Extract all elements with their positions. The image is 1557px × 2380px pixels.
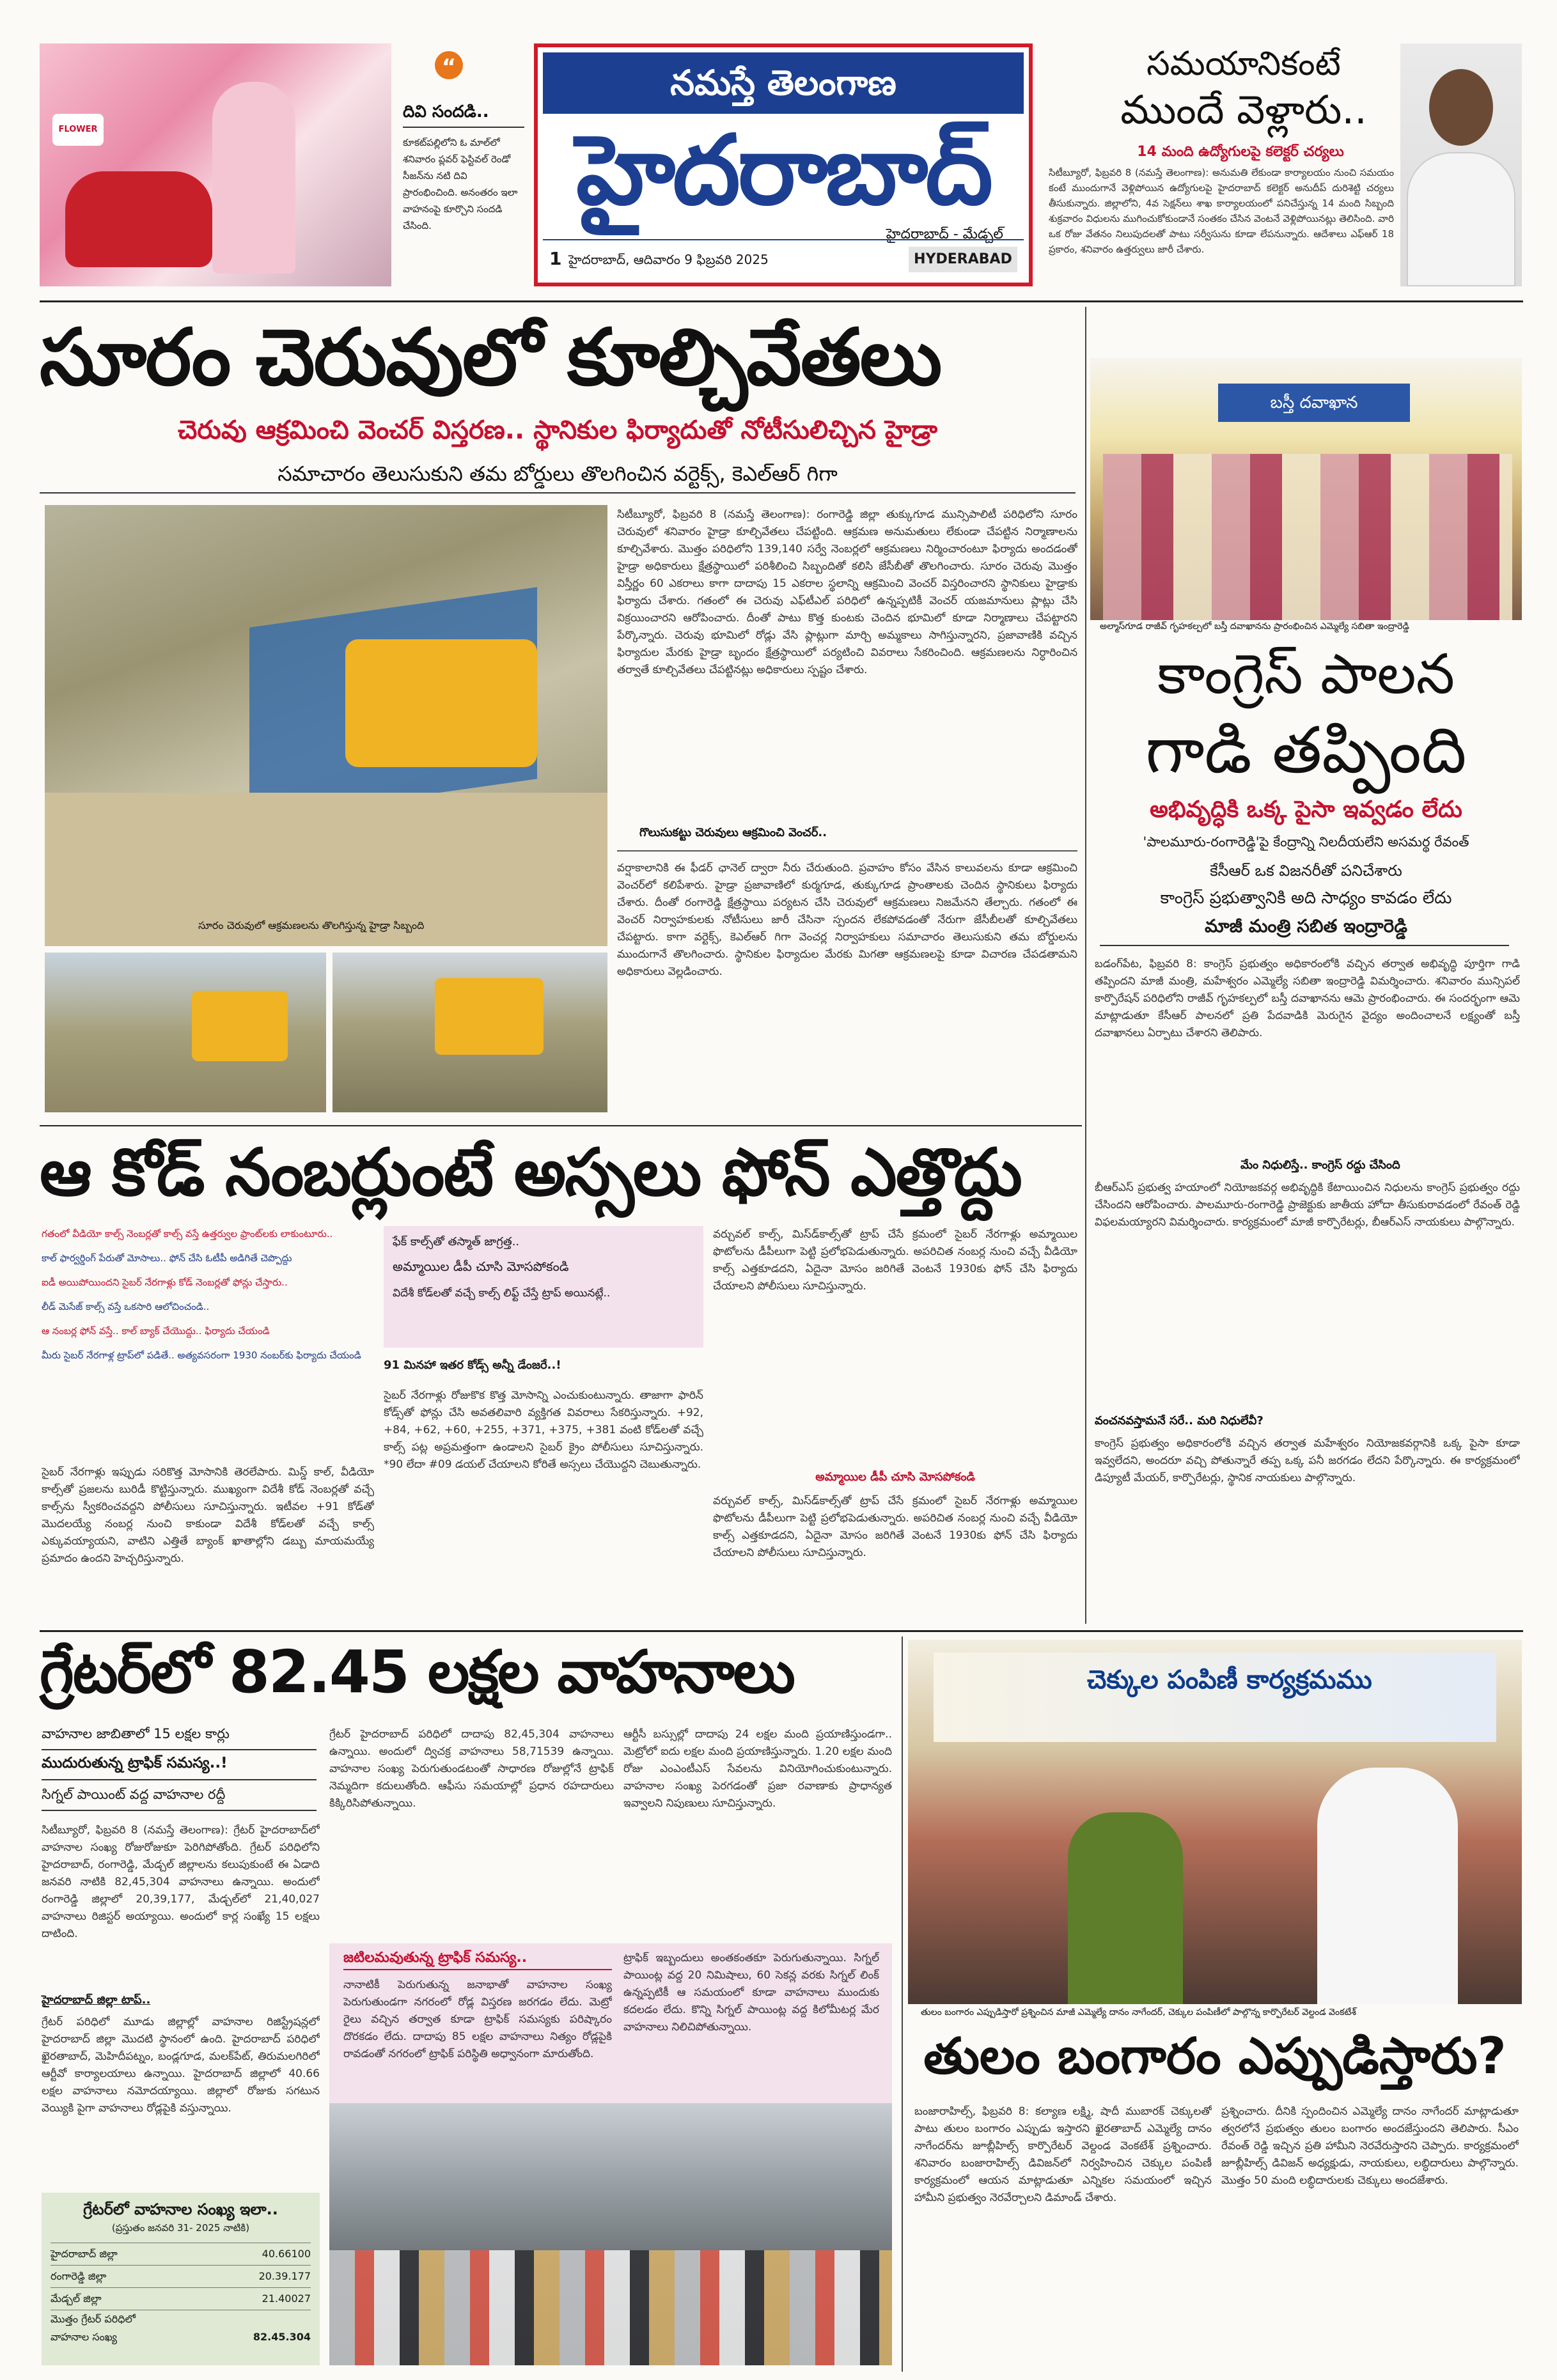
code-body-3: వర్చువల్ కాల్స్, మిస్‌డ్‌కాల్స్‌తో ట్రాప్ చేసే క్రమంలో సైబర్ నేరగాళ్లు అమ్మాయిల ఫొటోలను డీపీలుగా పెట్టి ప్రలోభపెడుతున్నారు. అపరిచిత నంబర్ల నుంచి వచ్చే వీడియో కాల్స్ ఎత్తకూడదని, ఏదైనా మోసం జరిగితే వెంటనే 1930కు ఫోన్ చేసి ఫిర్యాదు చేయాలని పోలీసులు సూచిస్తున్నారు. bbox=[713, 1495, 1077, 1559]
event-banner-text: చెక్కుల పంపిణీ కార్యక్రమము bbox=[1087, 1665, 1372, 1695]
divider-bottom bbox=[40, 1630, 1523, 1632]
lead-kicker: సమాచారం తెలుసుకుని తమ బోర్డులు తొలగించిన వర్టెక్స్, కెఎల్‌ఆర్ గిగా bbox=[278, 462, 838, 486]
lead-photo-caption: సూరం చెరువులో ఆక్రమణలను తొలగిస్తున్న హైడ్రా సిబ్బంది bbox=[198, 919, 425, 931]
date-line: హైదరాబాద్, ఆదివారం 9 ఫిబ్రవరి 2025 bbox=[568, 252, 769, 267]
flower-logo: FLOWER bbox=[52, 114, 104, 146]
fake-call-sub: అమ్మాయిల డీపీ చూసి మోసపోకండి bbox=[393, 1259, 569, 1274]
gold-photo-caption: తులం బంగారం ఎప్పుడిస్తారో ప్రశ్నించిన మాజీ ఎమ్మెల్యే దానం నాగేందర్, చెక్కుల పంపిణీలో పాల్గొన్న కార్పొరేటర్ వెల్దండ వెంకటేశ్ bbox=[921, 2007, 1356, 2018]
table-row bbox=[51, 2310, 311, 2328]
right-body-3: కాంగ్రెస్ ప్రభుత్వం అధికారంలోకి వచ్చిన తర్వాత మహేశ్వరం నియోజకవర్గానికి ఒక్క పైసా కూడా ఇవ్వలేదని, అందరూ వచ్చి పోతున్నారే తప్ప ఒక్క పనీ జరగడం లేదని పేర్కొన్నారు. ఈ కార్యక్రమంలో డిప్యూటీ మేయర్, కార్పొరేటర్లు, స్థానిక నాయకులు పాల్గొన్నారు. bbox=[1095, 1437, 1520, 1484]
lead-fill-rule bbox=[617, 850, 1077, 852]
scooter-shape bbox=[65, 171, 212, 267]
code-bullet: మీరు సైబర్ నేరగాళ్ల ట్రాప్‌లో పడితే.. అత్యవసరంగా 1930 నంబర్‌కు ఫిర్యాదు చేయండి bbox=[42, 1349, 361, 1361]
right-point-rule bbox=[1100, 945, 1509, 946]
right-feature-caption: అల్మాస్‌గూడ రాజీవ్ గృహకల్పలో బస్తీ దవాఖానను ప్రారంభించిన ఎమ్మెల్యే సబితా ఇంద్రారెడ్డి bbox=[1100, 621, 1409, 632]
right-subhead: అభివృద్ధికి ఒక్క పైసా ఇవ్వడం లేదు bbox=[1150, 797, 1462, 823]
code-bullet: లీడ్ మెసేజ్ కాల్స్ వస్తే ఒకసారి ఆలోచించండి.. bbox=[42, 1301, 210, 1312]
lead-headline: సూరం చెరువులో కూల్చివేతలు bbox=[40, 312, 941, 403]
fake-call-box bbox=[384, 1226, 703, 1348]
right-subsection-1: మేం నిధులిస్తే.. కాంగ్రెస్ రద్దు చేసింది bbox=[1240, 1158, 1400, 1172]
table-row-label: వాహనాల సంఖ్య bbox=[51, 2331, 117, 2343]
edition-badge: HYDERABAD bbox=[909, 247, 1017, 272]
top-right-headline-1: సమయానికంటే bbox=[1146, 45, 1341, 83]
table-row-value: 21.40027 bbox=[262, 2292, 311, 2305]
demolition-photo-3 bbox=[333, 953, 607, 1112]
code-bullet: ఆ నంబర్ల ఫోన్ వస్తే.. కాల్ బ్యాక్ చేయొద్దు.. ఫిర్యాదు చేయండి bbox=[42, 1325, 270, 1337]
divider-mid bbox=[40, 1125, 1082, 1126]
lead-column-1: సిటీబ్యూరో, ఫిబ్రవరి 8 (నమస్తే తెలంగాణ): రంగారెడ్డి జిల్లా తుక్కుగూడ మున్సిపాలిటీ పరిధిలోని సూరం చెరువులో శనివారం హైడ్రా కూల్చివేతలు చేపట్టింది. ఆక్రమణ అనుమతులు లేకుండా చేపట్టిన నిర్మాణాలను కూల్చివేశారు. మొత్తం పరిధిలోని 139,140 సర్వే నెంబర్లలో ఆక్రమణలు నిర్మించారంటూ ఫిర్యాదు అందడంతో హైడ్రా అధికారులు క్షేత్రస్థాయిలో పరిశీలించి సిబ్బందితో కలిసి జేసీబీతో తొలగించారు. సూరం చెరువు మొత్తం విస్తీర్ణం 60 ఎకరాలు కాగా దాదాపు 15 ఎకరాల స్థలాన్ని ఆక్రమించి వెంచర్ విస్తరించారని స్థానికులు హైడ్రాకు ఫిర్యాదు చేశారు. గతంలో ఈ చెరువు ఎఫ్‌టీఎల్ పరిధిలో ఉన్నప్పటికీ వెంచర్ యజమానులు ప్లాట్లు చేసి విక్రయించారని ఆరోపించారు. దీంతో పాటు కొత్త కుంటకు చెందిన భూమిలో కూడా నిర్మాణాలు చేపట్టారని పేర్కొన్నారు. చెరువు భూమిలో రోడ్లు వేసి ప్లాట్లుగా మార్చి అమ్మకాలు సాగిస్తున్నారని, ప్రజావాణికి వచ్చిన ఫిర్యాదుల మేరకు హైడ్రా బృందం క్షేత్రస్థాయిలో పర్యటించి వివరాలు సేకరించింది. ఆక్రమణలను నిర్ధారించిన తర్వాతే కూల్చివేతలు చేపట్టినట్లు అధికారులు స్పష్టం చేశారు. bbox=[617, 508, 1077, 676]
jcb-demolition-photo bbox=[45, 505, 607, 946]
fake-call-title: ఫేక్ కాల్స్‌తో తస్మాత్ జాగ్రత్త.. bbox=[393, 1235, 520, 1248]
right-body-2: బీఆర్‌ఎస్ ప్రభుత్వ హయాంలో నియోజకవర్గ అభివృద్ధికి కేటాయించిన నిధులను కాంగ్రెస్ ప్రభుత్వం రద్దు చేసిందని ఆరోపించారు. పాలమూరు-రంగారెడ్డి ప్రాజెక్టుకు జాతీయ హోదా తీసుకురావడంలో రేవంత్ రెడ్డి విఫలమయ్యారని విమర్శించారు. కార్యక్రమంలో మాజీ కార్పొరేటర్లు, బీఆర్‌ఎస్ నాయకులు పాల్గొన్నారు. bbox=[1095, 1181, 1520, 1229]
top-right-body: సిటీబ్యూరో, ఫిబ్రవరి 8 (నమస్తే తెలంగాణ): అనుమతి లేకుండా కార్యాలయం నుంచి సమయం కంటే ముందుగానే వెళ్లిపోయిన ఉద్యోగులపై హైదరాబాద్ కలెక్టర్ అనుదీప్ దురిశెట్టి చర్యలు తీసుకున్నారు. జిల్లాలోని, 4వ సెక్షన్‌లు శాఖ కార్యాలయంలో పనిచేస్తున్న 14 మంది సిబ్బంది శుక్రవారం విధులను ముగించుకోకుండానే సంతకం చేసిన వెంటనే వెళ్లిపోయినట్లు తెలిసింది. వారి ఒక రోజు వేతనం నిలుపుదలతో పాటు సర్వీసును కూడా లేపనున్నారు. ఆదేశాలు ఎఫ్‌ఆర్ 18 ప్రకారం, శనివారం ఉత్తర్వులు జారీ చేశారు. bbox=[1049, 167, 1394, 255]
table-row bbox=[51, 2243, 311, 2265]
vehicles-body-2: గ్రేటర్ పరిధిలో మూడు జిల్లాల్లో వాహనాల రిజిస్ట్రేషన్లలో హైదరాబాద్ జిల్లా మొదటి స్థానంలో ఉంది. హైదరాబాద్ పరిధిలో ఖైరతాబాద్, మెహిదీపట్నం, బండ్లగూడ, మలక్‌పేట్, తిరుమలగిరిలో ఆర్టీవో కార్యాలయాలు ఉన్నాయి. హైదరాబాద్ జిల్లాలో 40.66 లక్షల వాహనాలు నమోదయ్యాయి. జిల్లాలో రోజుకు సగటున వెయ్యికి పైగా వాహనాలు రోడ్లపైకి వస్తున్నాయి. bbox=[42, 2016, 320, 2115]
vehicle-count-table bbox=[42, 2193, 320, 2365]
right-point-4: మాజీ మంత్రి సబిత ఇంద్రారెడ్డి bbox=[1204, 915, 1407, 937]
code-bullet: ఐడీ అయిపోయిందని సైబర్ నేరగాళ్లు కోడ్ నెంబర్లతో ఫోన్లు చేస్తారు.. bbox=[42, 1277, 288, 1288]
masthead-subtitle: హైదరాబాద్ - మేడ్చల్ bbox=[886, 226, 1003, 242]
table-row-value: 82.45.304 bbox=[253, 2331, 311, 2343]
table-subtitle: (ప్రస్తుతం జనవరి 31- 2025 నాటికి) bbox=[111, 2222, 250, 2234]
jcb-machine bbox=[345, 639, 537, 767]
masthead-city: హైదరాబాద్ bbox=[575, 115, 991, 226]
table-row-label: మొత్తం గ్రేటర్ పరిధిలో bbox=[51, 2313, 136, 2325]
quote-title: దివి సందడి.. bbox=[403, 102, 489, 121]
divider-top bbox=[40, 300, 1523, 302]
vehicles-body-4: ఆర్టీసీ బస్సుల్లో దాదాపు 24 లక్షల మంది ప్రయాణిస్తుండగా.. మెట్రోలో ఐదు లక్షల మంది ప్రయాణిస్తున్నారు. 1.20 లక్షల మంది రోజు ఎంఎంటీఎస్ సేవలను వినియోగించుకుంటున్నారు. వాహనాల సంఖ్య పెరగడంతో ప్రజా రవాణాకు ప్రాధాన్యత ఇవ్వాలని నిపుణులు సూచిస్తున్నారు. bbox=[623, 1728, 892, 1810]
table-row-label: మేడ్చల్ జిల్లా bbox=[51, 2292, 102, 2305]
divider-bottom-right bbox=[902, 1637, 903, 2372]
right-body-1: బడంగ్‌పేట, ఫిబ్రవరి 8: కాంగ్రెస్ ప్రభుత్వం అధికారంలోకి వచ్చిన తర్వాత అభివృద్ధి పూర్తిగా గాడి తప్పిందని మాజీ మంత్రి, మహేశ్వరం ఎమ్మెల్యే సబితా ఇంద్రారెడ్డి విమర్శించారు. శనివారం మున్సిపల్ కార్పొరేషన్ పరిధిలోని రాజీవ్ గృహకల్పలో బస్తీ దవాఖానను ఆమె ప్రారంభించారు. ఈ సందర్భంగా ఆమె మాట్లాడుతూ కేసీఆర్ పాలనలో ప్రతి పేదవాడికి మెరుగైన వైద్యం అందించాలనే లక్ష్యంతో బస్తీ దవాఖానలు ఏర్పాటు చేశారని తెలిపారు. bbox=[1095, 958, 1520, 1039]
right-point-2: కేసీఆర్ ఒక విజనరీతో పనిచేశారు bbox=[1210, 862, 1402, 880]
divider-right-column bbox=[1085, 307, 1086, 1624]
cheque-distribution-photo bbox=[908, 1640, 1522, 2004]
gold-col-2: ప్రశ్నించారు. దీనికి స్పందించిన ఎమ్మెల్యే దానం నాగేందర్ మాట్లాడుతూ త్వరలోనే ప్రభుత్వం తులం బంగారం అందజేస్తుందని తెలిపారు. సీఎం రేవంత్ రెడ్డి ఇచ్చిన ప్రతి హామీని నెరవేరుస్తారని చెప్పారు. కార్యక్రమంలో జూబ్లీహిల్స్ డివిజన్ అధ్యక్షుడు, నాయకులు, లబ్ధిదారులు పాల్గొన్నారు. మొత్తం 50 మంది లబ్ధిదారులకు చెక్కులు అందజేశారు. bbox=[1221, 2105, 1519, 2187]
masthead-dateline bbox=[543, 239, 1024, 277]
lead-column-2: వర్షాకాలానికి ఈ ఫీడర్ ఛానెల్ ద్వారా నీరు చేరుతుంది. ప్రవాహం కోసం వేసిన కాలువలను కూడా ఆక్రమించి వెంచర్‌లో కలిపేశారు. హైడ్రా ప్రజావాణిలో కుర్మగూడ, తుక్కుగూడ ప్రాంతాలకు చెందిన స్థానికులు ఫిర్యాదు చేశారు. దీంతో రంగారెడ్డి క్షేత్రస్థాయి పర్యటన చేసి చెరువులో ఆక్రమణలు నిజమేనని తేల్చారు. గతంలో ఈ వెంచర్ నిర్వాహకులకు నోటీసులు జారీ చేసినా స్పందన లేకపోవడంతో నేరుగా జేసీబీలతో కూల్చివేతలు చేపట్టారు. కాగా వర్టెక్స్, కెఎల్‌ఆర్ గిగా వెంచర్ల నిర్వాహకులు సమాచారం తెలుసుకుని తమ బోర్డులను ముందుగానే తొలగించారు. స్థానికుల ఫిర్యాదుల మేరకు మిగతా ఆక్రమణలపై కూడా విచారణ చేపడతామని అధికారులు వెల్లడించారు. bbox=[617, 862, 1077, 978]
top-right-subhead: 14 మంది ఉద్యోగులపై కలెక్టర్ చర్యలు bbox=[1137, 144, 1344, 160]
vehicles-body-3: గ్రేటర్ హైదరాబాద్ పరిధిలో దాదాపు 82,45,304 వాహనాలు ఉన్నాయి. అందులో ద్విచక్ర వాహనాలు 58,71539 ఉన్నాయి. వాహనాల సంఖ్య పెరుగుతుండటంతో సాధారణ రోజుల్లోనే ట్రాఫిక్ నెమ్మదిగా కదులుతోంది. ఆఫీసు సమయాల్లో ప్రధాన రహదారులు కిక్కిరిసిపోతున్నాయి. bbox=[329, 1728, 614, 1810]
demolition-photo-2 bbox=[45, 953, 326, 1112]
table-row-label: రంగారెడ్డి జిల్లా bbox=[51, 2270, 107, 2282]
quote-text: కూకట్‌పల్లిలోని ఓ మాల్‌లో శనివారం ప్లవర్ ఫెస్టివల్ రెండో సీజన్‌ను నటి దివి ప్రారంభించింది. అనంతరం ఇలా వాహనంపై కూర్చొని సందడి చేసింది. bbox=[403, 137, 518, 231]
code-sub-2: అమ్మాయిల డీపీ చూసి మోసపోకండి bbox=[815, 1470, 975, 1484]
table-row-label: హైదరాబాద్ జిల్లా bbox=[51, 2248, 118, 2260]
fake-call-text: విదేశీ కోడ్‌లతో వచ్చే కాల్స్ లిఫ్ట్ చేస్తే ట్రాప్ అయినట్లే.. bbox=[393, 1287, 611, 1300]
code-bullets bbox=[42, 1226, 374, 1363]
traffic-box-col-1: నానాటికీ పెరుగుతున్న జనాభాతో వాహనాల సంఖ్య పెరుగుతుండగా నగరంలో రోడ్ల విస్తరణ జరగడం లేదు. మెట్రో రైలు వచ్చిన తర్వాత కూడా ట్రాఫిక్ సమస్యకు పరిష్కారం దొరకడం లేదు. దాదాపు 85 లక్షల వాహనాలు నిత్యం రోడ్లపైకి రావడంతో నగరంలో ట్రాఫిక్ పరిస్థితి అధ్వానంగా మారుతోంది. bbox=[343, 1979, 612, 2060]
gold-headline: తులం బంగారం ఎప్పుడిస్తారు? bbox=[923, 2028, 1506, 2085]
vehicles-kicker-3: సిగ్నల్ పాయింట్ వద్ద వాహనాల రద్దీ bbox=[42, 1787, 317, 1811]
table-row-value: 20.39.177 bbox=[258, 2270, 311, 2282]
traffic-box bbox=[329, 1943, 892, 2365]
flower-show-photo bbox=[40, 43, 391, 286]
code-note: 91 మినహా ఇతర కోడ్స్ అన్నీ డేంజరే..! bbox=[384, 1358, 561, 1372]
quote-icon: “ bbox=[435, 51, 463, 79]
table-row bbox=[51, 2328, 311, 2346]
code-headline: ఆ కోడ్ నంబర్లుంటే అస్సలు ఫోన్ ఎత్తొద్దు bbox=[40, 1135, 1021, 1211]
code-body-top-right: వర్చువల్ కాల్స్, మిస్‌డ్‌కాల్స్‌తో ట్రాప్ చేసే క్రమంలో సైబర్ నేరగాళ్లు అమ్మాయిల ఫొటోలను డీపీలుగా పెట్టి ప్రలోభపెడుతున్నారు. అపరిచిత నంబర్ల నుంచి వచ్చే వీడియో కాల్స్ ఎత్తకూడదని, ఏదైనా మోసం జరిగితే వెంటనే 1930కు ఫోన్ చేసి ఫిర్యాదు చేయాలని పోలీసులు సూచిస్తున్నారు. bbox=[713, 1228, 1077, 1293]
right-subsection-2: వంచనవస్తామనే సరే.. మరి నిధులేవీ? bbox=[1095, 1414, 1264, 1427]
right-point-1: 'పాలమూరు-రంగారెడ్డి'పై కేంద్రాన్ని నిలదీయలేని అసమర్థ రేవంత్ bbox=[1143, 834, 1469, 850]
vehicles-kicker-1: వాహనాల జాబితాలో 15 లక్షల కార్లు bbox=[42, 1726, 317, 1750]
lead-kicker-rule bbox=[40, 492, 1076, 494]
vehicles-body-1: సిటీబ్యూరో, ఫిబ్రవరి 8 (నమస్తే తెలంగాణ): గ్రేటర్ హైదరాబాద్‌లో వాహనాల సంఖ్య రోజురోజుకూ పెరిగిపోతోంది. గ్రేటర్ పరిధిలోని హైదరాబాద్, రంగారెడ్డి, మేడ్చల్ జిల్లాలను కలుపుకుంటే ఈ ఏడాది జనవరి నాటికి 82,45,304 వాహనాలు ఉన్నాయి. అందులో రంగారెడ్డి జిల్లాలో 20,39,177, మేడ్చల్‌లో 21,40,027 వాహనాలు రిజిస్టర్ అయ్యాయి. అందులో కార్ల సంఖ్యే 15 లక్షలు దాటింది. bbox=[42, 1824, 320, 1940]
code-body-2: సైబర్ నేరగాళ్లు రోజుకొక కొత్త మోసాన్ని ఎంచుకుంటున్నారు. తాజాగా ఫారిన్ కోడ్స్‌తో ఫోన్లు చేసి అవతలివారి వ్యక్తిగత వివరాలు సేకరిస్తున్నారు. +92, +84, +62, +60, +255, +371, +375, +381 వంటి కోడ్‌లతో వచ్చే కాల్స్ పట్ల అప్రమత్తంగా ఉండాలని సైబర్ క్రైం పోలీసులు సూచిస్తున్నారు. *90 లేదా #09 డయల్ చేయాలని కోరితే అస్సలు చేయొద్దని చెబుతున్నారు. bbox=[384, 1389, 703, 1471]
quote-rule bbox=[403, 127, 524, 128]
vehicles-kicker-2: ముదురుతున్న ట్రాఫిక్ సమస్య..! bbox=[42, 1755, 317, 1780]
code-body-1: సైబర్ నేరగాళ్లు ఇప్పుడు సరికొత్త మోసానికి తెరలేపారు. మిస్డ్ కాల్, వీడియో కాల్స్‌తో ప్రజలను బురిడీ కొట్టిస్తున్నారు. ముఖ్యంగా విదేశీ కోడ్ నెంబర్లతో వచ్చే కాల్స్‌ను స్వీకరించవద్దని పోలీసులు సూచిస్తున్నారు. ఇటీవల +91 కోడ్‌తో మొదలయ్యే నంబర్ల నుంచి కాకుండా విదేశీ కోడ్‌లతో వచ్చే కాల్స్ ఎక్కువయ్యాయని, వాటిని ఎత్తితే బ్యాంక్ ఖాతాల్లోని డబ్బు మాయమయ్యే ప్రమాదం ఉందని హెచ్చరిస్తున్నారు. bbox=[42, 1466, 374, 1565]
traffic-box-title: జటిలమవుతున్న ట్రాఫిక్ సమస్య.. bbox=[343, 1950, 612, 1970]
code-bullet: కాల్ ఫార్వర్డింగ్ పేరుతో మోసాలు.. ఫోన్ చేసి ఓటీపీ అడిగితే చెప్పొద్దు bbox=[42, 1252, 292, 1264]
lead-subhead: చెరువు ఆక్రమించి వెంచర్ విస్తరణ.. స్థానికుల ఫిర్యాదుతో నోటీసులిచ్చిన హైడ్రా bbox=[177, 416, 938, 445]
table-row bbox=[51, 2287, 311, 2310]
masthead-brand: నమస్తే తెలంగాణ bbox=[543, 52, 1024, 114]
person-silhouette bbox=[212, 82, 295, 274]
collector-photo bbox=[1400, 43, 1522, 286]
table-row bbox=[51, 2265, 311, 2287]
clinic-signboard: బస్తీ దవాఖాన bbox=[1218, 384, 1410, 422]
gold-col-1: బంజారాహిల్స్, ఫిబ్రవరి 8: కల్యాణ లక్ష్మి, షాదీ ముబారక్ చెక్కులతో పాటు తులం బంగారం ఎప్పుడు ఇస్తారని ఖైరతాబాద్ ఎమ్మెల్యే దానం నాగేందర్‌ను జూబ్లీహిల్స్ కార్పొరేటర్ వెల్దండ వెంకటేశ్ ప్రశ్నించారు. శనివారం బంజారాహిల్స్ డివిజన్‌లో నిర్వహించిన చెక్కుల పంపిణీ కార్యక్రమంలో ఆయన మాట్లాడుతూ ఎన్నికల సమయంలో ఇచ్చిన హామీని ప్రభుత్వం నెరవేర్చాలని డిమాండ్ చేశారు. bbox=[914, 2105, 1212, 2204]
lead-fill-note: గొలుసుకట్టు చెరువులు ఆక్రమించి వెంచర్.. bbox=[639, 826, 827, 839]
right-point-3: కాంగ్రెస్ ప్రభుత్వానికి అది సాధ్యం కావడం లేదు bbox=[1160, 889, 1452, 908]
basti-dawakhana-photo bbox=[1090, 358, 1522, 620]
table-title: గ్రేటర్‌లో వాహనాల సంఖ్య ఇలా.. bbox=[83, 2200, 278, 2218]
top-right-headline-2: ముందే వెళ్లారు.. bbox=[1120, 86, 1367, 133]
vehicles-sub-hyd: హైదరాబాద్ జిల్లా టాప్.. bbox=[42, 1993, 151, 2007]
table-row-value: 40.66100 bbox=[262, 2248, 311, 2260]
code-bullet: గతంలో వీడియో కాల్స్ నెంబర్లతో కాల్స్ వస్తే ఉత్తర్వుల ఫ్రాంట్‌లకు లాకుంటూరు.. bbox=[42, 1228, 333, 1240]
traffic-jam-photo bbox=[329, 2103, 892, 2365]
traffic-box-col-2: ట్రాఫిక్ ఇబ్బందులు అంతకంతకూ పెరుగుతున్నాయి. సిగ్నల్ పాయింట్ల వద్ద 20 నిమిషాలు, 60 సెకన్ల వరకు సిగ్నల్ లింక్ ఉన్నప్పటికీ ఆ సమయంలో కూడా వాహనాలు ముందుకు కదలడం లేదు. కొన్ని సిగ్నల్ పాయింట్ల వద్ద కిలోమీటర్ల మేర వాహనాలు నిలిచిపోతున్నాయి. bbox=[623, 1952, 879, 2034]
vehicles-headline: గ్రేటర్‌లో 82.45 లక్షల వాహనాలు bbox=[40, 1638, 794, 1706]
right-headline-2: గాడి తప్పింది bbox=[1145, 713, 1467, 788]
masthead bbox=[534, 43, 1033, 286]
right-headline-1: కాంగ్రెస్ పాలన bbox=[1157, 642, 1455, 706]
page-number: 1 bbox=[549, 248, 562, 269]
